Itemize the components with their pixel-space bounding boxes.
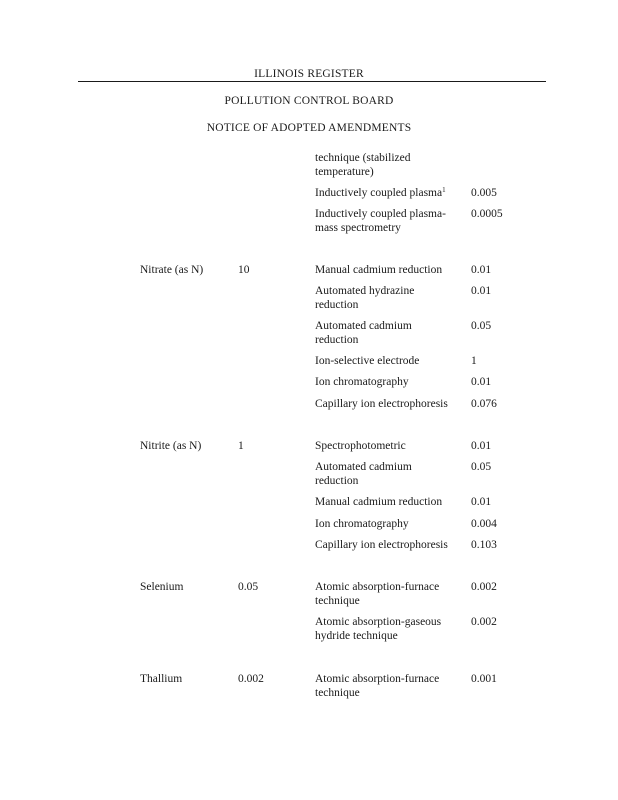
method-line: Atomic absorption-gaseous [315,616,442,628]
detection-limit: 0.01 [471,264,492,276]
method-line: reduction [315,299,359,311]
method-line: Inductively coupled plasma$^1$ [315,186,446,199]
method-line: hydride technique [315,630,398,642]
detection-limit: 0.002 [471,581,497,593]
method-line: Spectrophotometric [315,440,406,452]
detection-limit: 0.01 [471,285,492,297]
board-name: POLLUTION CONTROL BOARD [224,95,394,107]
method-line: reduction [315,334,359,346]
detection-limit: 0.076 [471,398,497,410]
detection-limit: 0.103 [471,539,497,551]
method-line: Atomic absorption-furnace [315,581,440,593]
contaminant-name: Nitrate (as N) [140,264,204,276]
mcl-value: 1 [238,440,244,452]
method-line: technique [315,595,360,607]
mcl-value: 0.002 [238,673,264,685]
mcl-value: 0.05 [238,581,259,593]
method-line: Ion-selective electrode [315,355,420,367]
detection-limit: 0.01 [471,440,492,452]
method-line: Automated cadmium [315,320,412,332]
detection-limit: 0.001 [471,673,497,685]
method-line: Capillary ion electrophoresis [315,539,448,551]
method-line: Manual cadmium reduction [315,496,443,508]
method-line: reduction [315,475,359,487]
contaminant-name: Thallium [140,673,183,685]
method-line: technique [315,687,360,699]
method-line: Ion chromatography [315,518,409,530]
method-line: Automated cadmium [315,461,412,473]
notice-title: NOTICE OF ADOPTED AMENDMENTS [206,122,412,134]
method-line: Capillary ion electrophoresis [315,398,448,410]
method-line: Inductively coupled plasma- [315,208,446,220]
contaminant-name: Nitrite (as N) [140,440,202,452]
detection-limit: 0.05 [471,320,492,332]
detection-limit: 0.0005 [471,208,503,220]
detection-limit: 0.005 [471,187,497,199]
footnote-marker: 1 [442,186,446,194]
detection-limit: 0.002 [471,616,497,628]
method-line: Automated hydrazine [315,285,415,297]
detection-limit: 0.01 [471,496,492,508]
contaminant-name: Selenium [140,581,184,593]
method-line: Atomic absorption-furnace [315,673,440,685]
register-title: ILLINOIS REGISTER [254,68,364,80]
detection-limit: 0.05 [471,461,492,473]
method-line: mass spectrometry [315,222,401,234]
method-line: Manual cadmium reduction [315,264,443,276]
detection-limit: 1 [471,355,477,367]
header-rule [78,81,546,82]
method-line: technique (stabilized [315,152,411,164]
detection-limit: 0.01 [471,376,492,388]
detection-limit: 0.004 [471,518,497,530]
mcl-value: 10 [238,264,250,276]
method-line: temperature) [315,166,374,178]
method-line: Ion chromatography [315,376,409,388]
